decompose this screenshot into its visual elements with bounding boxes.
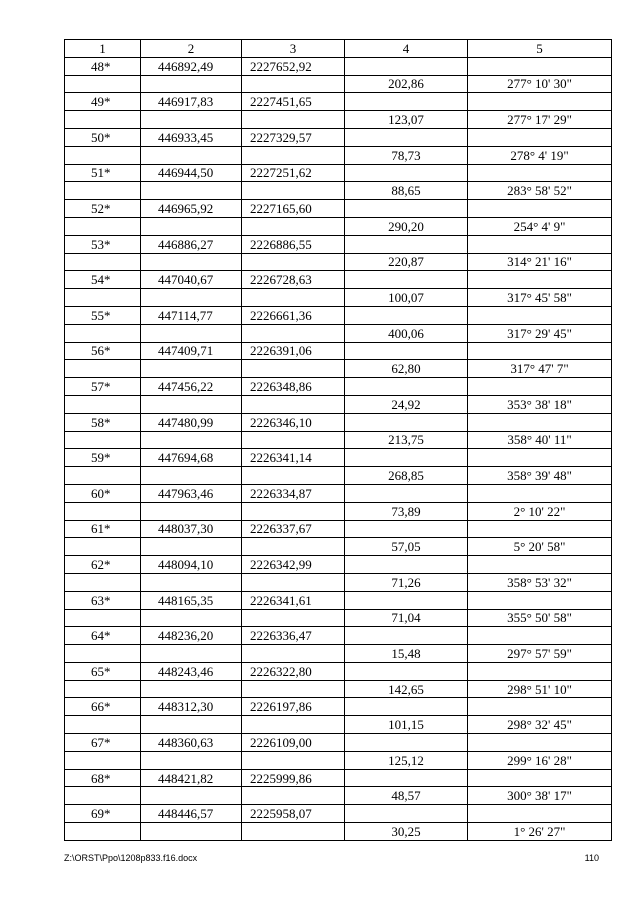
cell-coordinate-y: 2226197,86: [242, 698, 345, 716]
cell-distance: 123,07: [345, 111, 468, 129]
cell-distance: 57,05: [345, 538, 468, 556]
cell-distance: [345, 734, 468, 752]
cell-distance: 142,65: [345, 680, 468, 698]
table-row: [65, 200, 612, 218]
cell-point-number: 52*: [65, 200, 141, 218]
cell-bearing: [468, 235, 612, 253]
cell-point-number: [65, 751, 141, 769]
cell-bearing: [468, 484, 612, 502]
cell-distance: [345, 164, 468, 182]
cell-coordinate-x: 448312,30: [141, 698, 242, 716]
cell-coordinate-x: [141, 395, 242, 413]
table-row: [65, 93, 612, 111]
cell-coordinate-x: 446917,83: [141, 93, 242, 111]
cell-coordinate-x: [141, 502, 242, 520]
coordinates-table-body: [65, 40, 612, 841]
cell-coordinate-y: [242, 111, 345, 129]
footer-file-path: Z:\ORST\Ppo\1208p833.f16.docx: [64, 853, 198, 863]
cell-coordinate-y: 2226341,14: [242, 449, 345, 467]
cell-distance: [345, 591, 468, 609]
cell-distance: [345, 769, 468, 787]
cell-coordinate-y: 2226336,47: [242, 627, 345, 645]
cell-bearing: [468, 128, 612, 146]
cell-bearing: 278° 4' 19": [468, 146, 612, 164]
cell-distance: [345, 128, 468, 146]
cell-coordinate-y: [242, 716, 345, 734]
cell-bearing: [468, 520, 612, 538]
header-col-1: 1: [65, 40, 141, 58]
cell-coordinate-y: [242, 751, 345, 769]
cell-point-number: [65, 75, 141, 93]
table-row: [65, 271, 612, 289]
table-row: [65, 823, 612, 841]
cell-point-number: [65, 502, 141, 520]
cell-point-number: [65, 609, 141, 627]
cell-coordinate-x: 448421,82: [141, 769, 242, 787]
cell-coordinate-y: 2227329,57: [242, 128, 345, 146]
cell-point-number: 62*: [65, 556, 141, 574]
cell-point-number: [65, 111, 141, 129]
cell-point-number: [65, 324, 141, 342]
cell-bearing: 317° 45' 58": [468, 289, 612, 307]
cell-coordinate-y: [242, 502, 345, 520]
cell-coordinate-y: [242, 431, 345, 449]
cell-bearing: [468, 662, 612, 680]
cell-coordinate-x: 446886,27: [141, 235, 242, 253]
table-row: [65, 324, 612, 342]
cell-coordinate-x: 448360,63: [141, 734, 242, 752]
table-row: [65, 627, 612, 645]
header-col-2: 2: [141, 40, 242, 58]
cell-coordinate-x: 448037,30: [141, 520, 242, 538]
cell-coordinate-y: [242, 360, 345, 378]
cell-bearing: 353° 38' 18": [468, 395, 612, 413]
cell-distance: 71,04: [345, 609, 468, 627]
cell-point-number: [65, 467, 141, 485]
cell-point-number: 66*: [65, 698, 141, 716]
cell-coordinate-x: [141, 609, 242, 627]
cell-coordinate-y: 2226341,61: [242, 591, 345, 609]
cell-bearing: [468, 200, 612, 218]
cell-bearing: 355° 50' 58": [468, 609, 612, 627]
cell-distance: 30,25: [345, 823, 468, 841]
cell-coordinate-y: 2226342,99: [242, 556, 345, 574]
cell-bearing: [468, 342, 612, 360]
cell-point-number: [65, 645, 141, 663]
table-row: [65, 146, 612, 164]
cell-coordinate-x: [141, 289, 242, 307]
cell-distance: [345, 342, 468, 360]
cell-bearing: 358° 39' 48": [468, 467, 612, 485]
table-row: [65, 502, 612, 520]
cell-distance: [345, 520, 468, 538]
cell-coordinate-x: 448165,35: [141, 591, 242, 609]
cell-point-number: 57*: [65, 378, 141, 396]
cell-bearing: [468, 271, 612, 289]
table-row: [65, 645, 612, 663]
cell-point-number: 50*: [65, 128, 141, 146]
cell-coordinate-x: [141, 751, 242, 769]
cell-distance: 15,48: [345, 645, 468, 663]
table-row: [65, 75, 612, 93]
cell-distance: [345, 449, 468, 467]
header-col-4: 4: [345, 40, 468, 58]
cell-point-number: 54*: [65, 271, 141, 289]
cell-coordinate-x: 446933,45: [141, 128, 242, 146]
cell-bearing: 358° 53' 32": [468, 573, 612, 591]
table-row: [65, 253, 612, 271]
cell-point-number: 55*: [65, 306, 141, 324]
cell-bearing: [468, 306, 612, 324]
table-row: [65, 164, 612, 182]
cell-coordinate-x: [141, 573, 242, 591]
table-row: [65, 360, 612, 378]
cell-distance: 220,87: [345, 253, 468, 271]
cell-point-number: [65, 823, 141, 841]
table-row: [65, 431, 612, 449]
cell-point-number: [65, 716, 141, 734]
cell-coordinate-y: 2226346,10: [242, 413, 345, 431]
cell-coordinate-y: [242, 467, 345, 485]
table-row: [65, 520, 612, 538]
cell-point-number: [65, 289, 141, 307]
cell-distance: 400,06: [345, 324, 468, 342]
cell-point-number: 63*: [65, 591, 141, 609]
cell-coordinate-x: 447409,71: [141, 342, 242, 360]
cell-coordinate-y: [242, 680, 345, 698]
cell-coordinate-y: 2226886,55: [242, 235, 345, 253]
cell-coordinate-y: [242, 787, 345, 805]
table-row: [65, 484, 612, 502]
table-row: [65, 378, 612, 396]
cell-point-number: 49*: [65, 93, 141, 111]
cell-bearing: 314° 21' 16": [468, 253, 612, 271]
cell-coordinate-y: [242, 217, 345, 235]
cell-coordinate-x: [141, 217, 242, 235]
cell-distance: [345, 235, 468, 253]
cell-coordinate-x: 448243,46: [141, 662, 242, 680]
cell-coordinate-x: 448094,10: [141, 556, 242, 574]
cell-coordinate-y: [242, 324, 345, 342]
cell-distance: [345, 627, 468, 645]
cell-coordinate-y: [242, 253, 345, 271]
cell-bearing: [468, 556, 612, 574]
cell-coordinate-x: [141, 787, 242, 805]
cell-coordinate-x: [141, 360, 242, 378]
cell-distance: [345, 805, 468, 823]
cell-coordinate-y: 2226109,00: [242, 734, 345, 752]
cell-distance: [345, 271, 468, 289]
coordinates-table: [64, 39, 612, 841]
cell-coordinate-y: [242, 395, 345, 413]
cell-coordinate-y: [242, 182, 345, 200]
cell-bearing: [468, 378, 612, 396]
cell-distance: 71,26: [345, 573, 468, 591]
table-row: [65, 787, 612, 805]
cell-distance: 202,86: [345, 75, 468, 93]
cell-distance: 24,92: [345, 395, 468, 413]
cell-point-number: 64*: [65, 627, 141, 645]
cell-point-number: [65, 680, 141, 698]
cell-bearing: [468, 769, 612, 787]
table-row: [65, 805, 612, 823]
cell-coordinate-x: [141, 823, 242, 841]
cell-coordinate-y: 2226728,63: [242, 271, 345, 289]
cell-distance: 48,57: [345, 787, 468, 805]
cell-point-number: 56*: [65, 342, 141, 360]
table-header-row: [65, 40, 612, 58]
cell-point-number: 68*: [65, 769, 141, 787]
table-row: [65, 591, 612, 609]
cell-coordinate-y: 2226337,67: [242, 520, 345, 538]
cell-coordinate-x: [141, 431, 242, 449]
cell-coordinate-y: 2227451,65: [242, 93, 345, 111]
cell-distance: [345, 413, 468, 431]
cell-bearing: [468, 698, 612, 716]
table-row: [65, 449, 612, 467]
cell-coordinate-y: [242, 146, 345, 164]
cell-bearing: [468, 93, 612, 111]
cell-coordinate-x: [141, 111, 242, 129]
table-row: [65, 111, 612, 129]
table-row: [65, 235, 612, 253]
cell-distance: [345, 662, 468, 680]
cell-bearing: 277° 10' 30": [468, 75, 612, 93]
table-row: [65, 413, 612, 431]
cell-coordinate-x: 446944,50: [141, 164, 242, 182]
table-row: [65, 769, 612, 787]
cell-coordinate-x: 447040,67: [141, 271, 242, 289]
table-row: [65, 182, 612, 200]
cell-point-number: [65, 431, 141, 449]
cell-point-number: [65, 253, 141, 271]
cell-distance: 213,75: [345, 431, 468, 449]
cell-distance: [345, 556, 468, 574]
cell-point-number: 61*: [65, 520, 141, 538]
cell-coordinate-x: 447480,99: [141, 413, 242, 431]
cell-point-number: 69*: [65, 805, 141, 823]
cell-coordinate-x: [141, 182, 242, 200]
cell-point-number: [65, 538, 141, 556]
cell-distance: [345, 378, 468, 396]
cell-coordinate-y: 2226322,80: [242, 662, 345, 680]
table-row: [65, 734, 612, 752]
table-row: [65, 395, 612, 413]
cell-coordinate-x: [141, 146, 242, 164]
cell-bearing: 297° 57' 59": [468, 645, 612, 663]
cell-bearing: 317° 29' 45": [468, 324, 612, 342]
cell-coordinate-y: 2226391,06: [242, 342, 345, 360]
cell-bearing: 298° 32' 45": [468, 716, 612, 734]
cell-point-number: [65, 217, 141, 235]
cell-distance: [345, 484, 468, 502]
table-row: [65, 680, 612, 698]
cell-coordinate-y: [242, 823, 345, 841]
cell-bearing: [468, 591, 612, 609]
cell-coordinate-x: 448446,57: [141, 805, 242, 823]
table-row: [65, 698, 612, 716]
cell-coordinate-y: 2227165,60: [242, 200, 345, 218]
table-row: [65, 217, 612, 235]
cell-distance: [345, 698, 468, 716]
cell-coordinate-y: [242, 289, 345, 307]
table-row: [65, 556, 612, 574]
cell-coordinate-y: [242, 645, 345, 663]
table-row: [65, 57, 612, 75]
cell-point-number: 67*: [65, 734, 141, 752]
cell-coordinate-x: [141, 324, 242, 342]
table-row: [65, 128, 612, 146]
cell-point-number: 51*: [65, 164, 141, 182]
cell-coordinate-x: [141, 645, 242, 663]
cell-point-number: 48*: [65, 57, 141, 75]
cell-distance: 268,85: [345, 467, 468, 485]
table-row: [65, 538, 612, 556]
cell-point-number: [65, 787, 141, 805]
table-row: [65, 662, 612, 680]
cell-bearing: [468, 627, 612, 645]
cell-coordinate-x: [141, 253, 242, 271]
cell-coordinate-x: [141, 467, 242, 485]
table-row: [65, 289, 612, 307]
cell-distance: [345, 57, 468, 75]
cell-distance: 101,15: [345, 716, 468, 734]
cell-coordinate-x: 448236,20: [141, 627, 242, 645]
header-col-5: 5: [468, 40, 612, 58]
cell-coordinate-x: 447114,77: [141, 306, 242, 324]
cell-distance: 125,12: [345, 751, 468, 769]
cell-bearing: 317° 47' 7": [468, 360, 612, 378]
cell-bearing: [468, 57, 612, 75]
cell-distance: 78,73: [345, 146, 468, 164]
table-row: [65, 573, 612, 591]
cell-distance: [345, 306, 468, 324]
cell-bearing: [468, 449, 612, 467]
cell-bearing: [468, 805, 612, 823]
cell-bearing: [468, 734, 612, 752]
cell-point-number: 58*: [65, 413, 141, 431]
cell-coordinate-x: 447963,46: [141, 484, 242, 502]
cell-point-number: 60*: [65, 484, 141, 502]
cell-bearing: 277° 17' 29": [468, 111, 612, 129]
table-row: [65, 467, 612, 485]
table-row: [65, 306, 612, 324]
cell-coordinate-x: [141, 716, 242, 734]
cell-distance: [345, 93, 468, 111]
cell-distance: 100,07: [345, 289, 468, 307]
cell-point-number: [65, 182, 141, 200]
cell-bearing: 254° 4' 9": [468, 217, 612, 235]
cell-bearing: 300° 38' 17": [468, 787, 612, 805]
cell-bearing: 5° 20' 58": [468, 538, 612, 556]
cell-bearing: 283° 58' 52": [468, 182, 612, 200]
cell-distance: 88,65: [345, 182, 468, 200]
cell-coordinate-y: [242, 609, 345, 627]
table-row: [65, 342, 612, 360]
cell-point-number: [65, 395, 141, 413]
cell-coordinate-x: 446965,92: [141, 200, 242, 218]
cell-distance: 73,89: [345, 502, 468, 520]
cell-coordinate-y: 2227652,92: [242, 57, 345, 75]
cell-bearing: 1° 26' 27": [468, 823, 612, 841]
table-row: [65, 716, 612, 734]
cell-coordinate-y: 2225999,86: [242, 769, 345, 787]
cell-coordinate-x: [141, 538, 242, 556]
cell-bearing: [468, 164, 612, 182]
cell-coordinate-x: 447694,68: [141, 449, 242, 467]
cell-coordinate-y: 2225958,07: [242, 805, 345, 823]
cell-point-number: [65, 573, 141, 591]
cell-bearing: 299° 16' 28": [468, 751, 612, 769]
cell-bearing: 298° 51' 10": [468, 680, 612, 698]
cell-coordinate-x: 446892,49: [141, 57, 242, 75]
cell-point-number: [65, 360, 141, 378]
cell-coordinate-x: 447456,22: [141, 378, 242, 396]
cell-coordinate-x: [141, 75, 242, 93]
cell-bearing: 2° 10' 22": [468, 502, 612, 520]
cell-coordinate-y: 2227251,62: [242, 164, 345, 182]
cell-distance: [345, 200, 468, 218]
cell-coordinate-y: [242, 573, 345, 591]
footer-page-number: 110: [584, 853, 599, 863]
cell-coordinate-y: [242, 538, 345, 556]
cell-coordinate-y: 2226348,86: [242, 378, 345, 396]
cell-point-number: 59*: [65, 449, 141, 467]
cell-point-number: 65*: [65, 662, 141, 680]
cell-coordinate-y: [242, 75, 345, 93]
cell-distance: 290,20: [345, 217, 468, 235]
cell-point-number: [65, 146, 141, 164]
header-col-3: 3: [242, 40, 345, 58]
cell-bearing: [468, 413, 612, 431]
table-row: [65, 609, 612, 627]
table-row: [65, 751, 612, 769]
cell-distance: 62,80: [345, 360, 468, 378]
cell-coordinate-y: 2226661,36: [242, 306, 345, 324]
cell-coordinate-x: [141, 680, 242, 698]
cell-bearing: 358° 40' 11": [468, 431, 612, 449]
cell-coordinate-y: 2226334,87: [242, 484, 345, 502]
cell-point-number: 53*: [65, 235, 141, 253]
